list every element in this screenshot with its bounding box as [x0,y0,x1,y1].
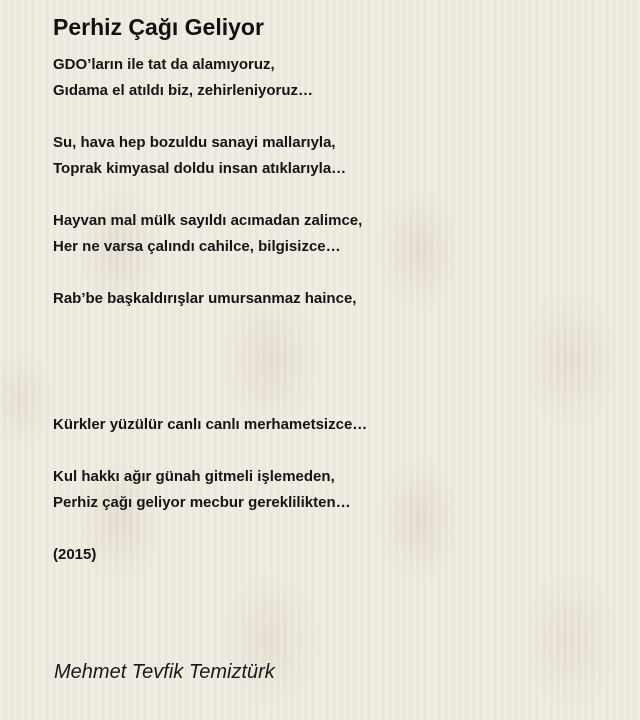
poem-line: GDO’ların ile tat da alamıyoruz, [53,56,275,73]
poem-line: Perhiz çağı geliyor mecbur gereklilikten… [53,494,351,511]
poem-date: (2015) [53,546,97,563]
poem-line: Her ne varsa çalındı cahilce, bilgisizce… [53,238,341,255]
poem-line: Hayvan mal mülk sayıldı acımadan zalimce, [53,212,363,229]
poem-line: Kul hakkı ağır günah gitmeli işlemeden, [53,468,335,485]
poem-line: Gıdama el atıldı biz, zehirleniyoruz… [53,82,314,99]
poem-title: Perhiz Çağı Geliyor [53,14,264,40]
poem-line: Toprak kimyasal doldu insan atıklarıyla… [53,160,347,177]
poem-line: Su, hava hep bozuldu sanayi mallarıyla, [53,134,336,151]
poem-line: Rab’be başkaldırışlar umursanmaz haince, [53,290,357,307]
poem-author: Mehmet Tevfik Temiztürk [54,661,275,683]
poem-line: Kürkler yüzülür canlı canlı merhametsizce… [53,416,368,433]
